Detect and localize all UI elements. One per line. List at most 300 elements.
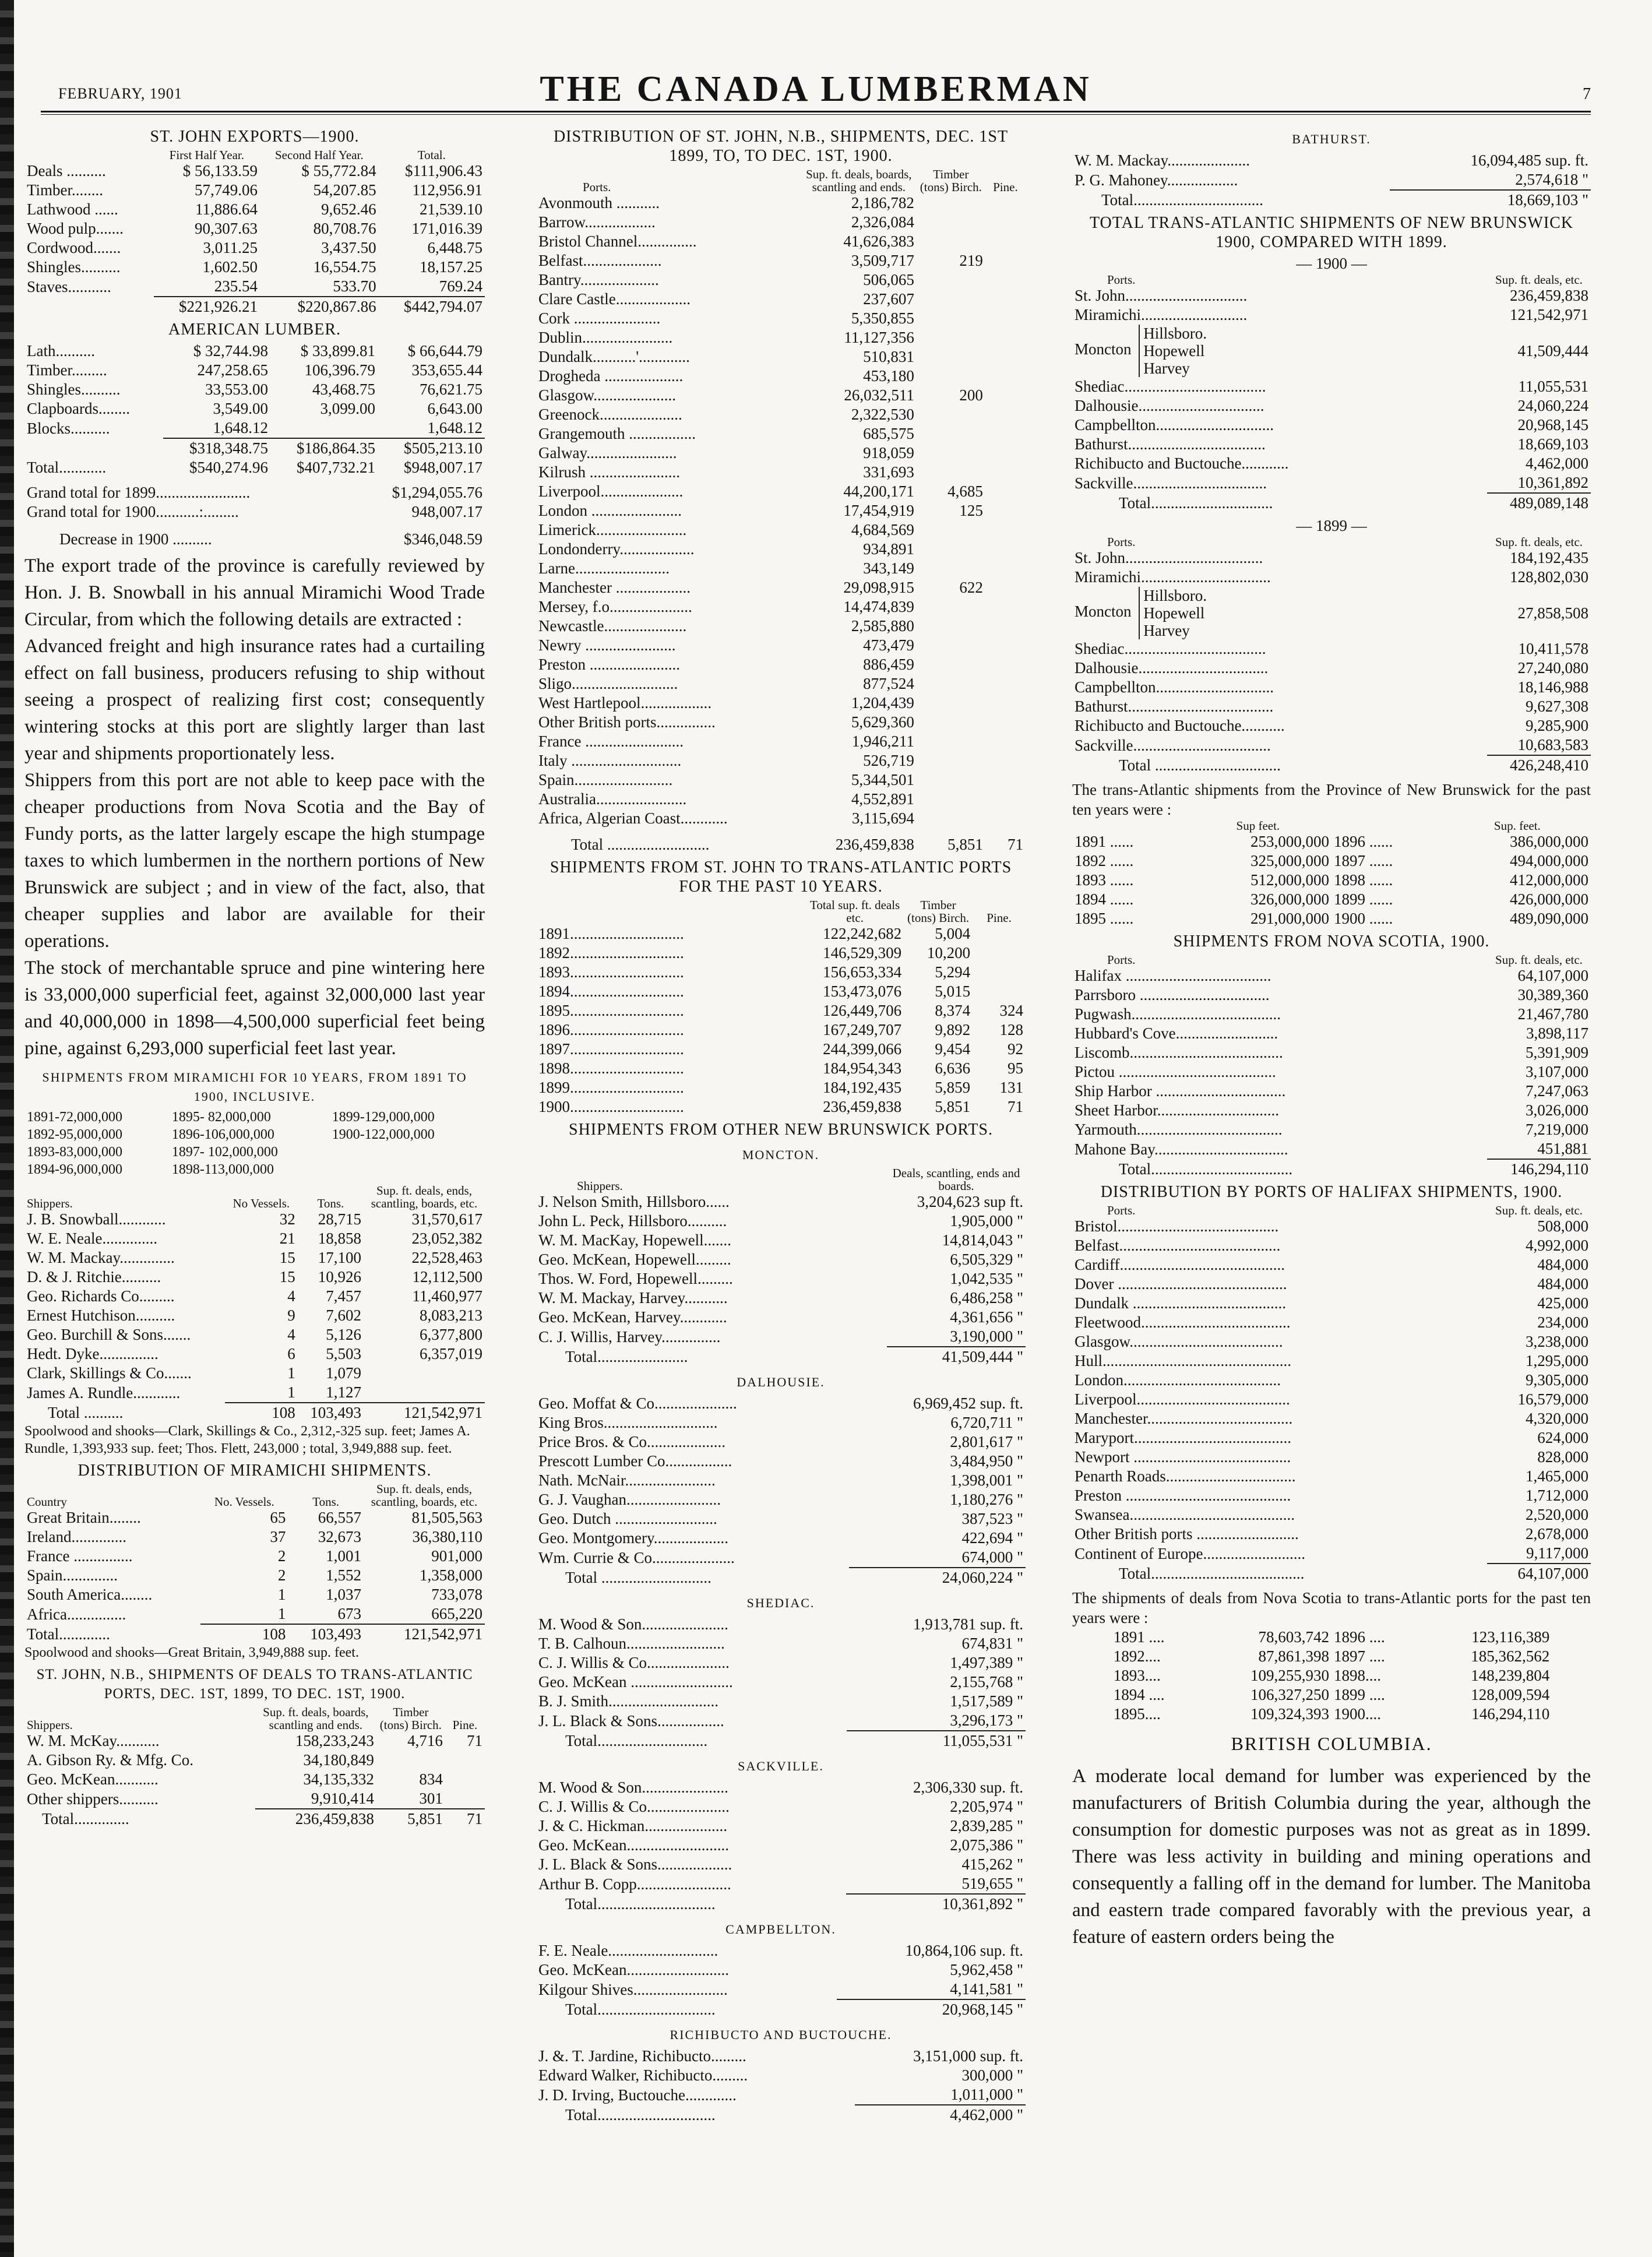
table-cell: 1894 ...... (1075, 890, 1134, 908)
col-header: Total. (417, 148, 446, 162)
table-row (536, 963, 1026, 982)
table-cell: Deals .......... (27, 162, 106, 179)
ns-title: SHIPMENTS FROM NOVA SCOTIA, 1900. (1173, 932, 1490, 950)
table-cell: W. M. Mackay.............. (27, 1249, 175, 1266)
table-row (1072, 454, 1591, 473)
table-row (536, 674, 1026, 693)
table-row (24, 1126, 485, 1143)
table-row (24, 1383, 485, 1403)
table-cell: 90,307.63 (195, 220, 258, 237)
table-cell: Preston .......................................... (1075, 1487, 1291, 1504)
tenyears-title: SHIPMENTS FROM ST. JOHN TO TRANS-ATLANTIC PORTS FOR THE PAST 10 YEARS. (550, 858, 1012, 896)
table-cell: 387,523 " (961, 1510, 1023, 1527)
table-cell: Geo. McKean.......................... (538, 1961, 729, 1978)
table-cell: St. John................................... (1075, 549, 1263, 566)
table-cell: 2,075,386 " (950, 1836, 1023, 1854)
table-row (536, 328, 1026, 347)
table-cell: 24,060,224 (1517, 397, 1588, 414)
table-cell: 244,399,066 (823, 1040, 902, 1058)
table-cell: 451,881 (1537, 1140, 1588, 1157)
table-row (536, 559, 1026, 578)
table-cell (917, 617, 985, 636)
table-cell (985, 770, 1026, 790)
table-cell: Newry ....................... (538, 636, 676, 654)
table-cell: 11,055,531 (1518, 378, 1588, 395)
table-row (536, 1097, 1026, 1117)
table-row (24, 1731, 485, 1751)
table-cell: 1896-106,000,000 (171, 1127, 274, 1142)
table-cell: Manchester ................... (538, 579, 691, 596)
table-cell: 1898............................. (538, 1059, 684, 1077)
table-cell: Penarth Roads................................. (1075, 1467, 1296, 1485)
american-title: AMERICAN LUMBER. (168, 321, 341, 339)
table-cell (985, 617, 1026, 636)
table-cell: 1897 .... (1333, 1647, 1385, 1665)
table-cell: 1893 ...... (1075, 871, 1134, 889)
table-cell: 326,000,000 (1250, 890, 1329, 908)
table-cell: $111,906.43 (405, 162, 482, 179)
table-cell (376, 1751, 445, 1770)
table-cell: P. G. Mahoney.................. (1075, 171, 1238, 189)
table-cell: 21,467,780 (1517, 1005, 1588, 1023)
table-cell: Newport ........................................ (1075, 1448, 1291, 1466)
table-cell: 4,716 (407, 1732, 443, 1749)
table-row (24, 200, 485, 219)
table-cell: Ship Harbor ................................. (1075, 1082, 1286, 1100)
table-cell: 125 (959, 502, 983, 519)
table-row: $221,926.21 $220,867.86 $442,794.07 (24, 297, 485, 316)
table-row (24, 1143, 485, 1161)
table-row (1072, 1024, 1591, 1043)
table-cell (917, 193, 985, 213)
table-cell: 20,968,145 (1517, 416, 1588, 434)
table-cell: Geo. McKean, Harvey............ (538, 1308, 727, 1326)
table-row (1072, 1082, 1591, 1101)
table-cell: 300,000 " (961, 2066, 1023, 2084)
table-cell: 1899............................. (538, 1079, 684, 1096)
table-row (24, 380, 485, 399)
table-cell: 3,238,000 (1526, 1333, 1588, 1350)
table-cell: 1893.... (1113, 1667, 1161, 1684)
table-cell: 78,603,742 (1258, 1628, 1329, 1646)
table-cell: 1,517,589 " (950, 1692, 1023, 1710)
table-cell (917, 520, 985, 540)
table-cell: Italy ............................ (538, 752, 682, 769)
table-cell: 44,200,171 (843, 483, 914, 500)
table-row (536, 367, 1026, 386)
nbtotal-title: TOTAL TRANS-ATLANTIC SHIPMENTS OF NEW BRUNSWICK 1900, COMPARED WITH 1899. (1089, 214, 1574, 251)
table-cell: 3,437.50 (321, 239, 376, 256)
table-cell: Greenock..................... (538, 406, 682, 423)
table-cell (985, 578, 1026, 597)
issue-date: FEBRUARY, 1901 (58, 85, 182, 102)
table-row (1072, 1313, 1591, 1332)
table-cell (917, 636, 985, 655)
table-cell: Shingles.......... (27, 258, 121, 276)
table-cell: 10,864,106 sup. ft. (905, 1942, 1023, 1959)
nb1900-table: Ports. Sup. ft. deals, etc. St. John............................... 236,459,838 Miramichi........................... 121,542,971 Moncton Hillsboro. Hopewell Harvey 41,509,444 Shediac.................................... 11,055,531 Dalhousie................................ 24,060,224 Campbellton.............................. 20,968,145 Bathurst................................... 18,669,103 Richibucto and Buctouche............ 4,462,000 Sackville.................................. 10,361,892 Total............................... 489,089,148 (1072, 273, 1591, 513)
table-cell: 6,486,258 " (950, 1289, 1023, 1307)
table-cell: Wm. Currie & Co..................... (538, 1548, 735, 1566)
table-cell: 1898 ...... (1333, 871, 1393, 889)
table-row (24, 1306, 485, 1325)
table-cell: 123,116,389 (1471, 1628, 1550, 1646)
table-row: Total .......................... 236,459,838 5,851 71 (571, 836, 1023, 853)
table-cell: 5,962,458 " (950, 1961, 1023, 1978)
table-cell: 2,839,285 " (950, 1817, 1023, 1835)
table-cell: 301 (419, 1790, 443, 1807)
table-row (536, 597, 1026, 617)
table-cell: 685,575 (863, 425, 914, 442)
table-cell: Geo. Burchill & Sons....... (27, 1326, 191, 1343)
table-cell: Miramichi................................. (1075, 568, 1271, 586)
table-cell: 1892 ...... (1075, 852, 1134, 869)
table-cell: 4,552,891 (851, 790, 914, 808)
table-row: Total .......... 108 103,493 121,542,971 (24, 1403, 485, 1422)
table-row (1072, 1294, 1591, 1313)
table-row (24, 1547, 485, 1566)
table-cell: 184,192,435 (1510, 549, 1588, 566)
table-cell: 237,607 (863, 290, 914, 308)
moncton-title: MONCTON. (742, 1147, 820, 1162)
table-row (1072, 1467, 1591, 1486)
table-cell: 9,892 (935, 1021, 971, 1038)
table-cell: France ......................... (538, 733, 684, 750)
binding-edge (0, 0, 14, 2257)
table-cell: 5,859 (935, 1079, 971, 1096)
table-row (536, 1653, 1026, 1672)
table-cell: 247,258.65 (197, 361, 268, 379)
table-cell: 1898.... (1333, 1667, 1381, 1684)
table-cell: Cork ...................... (538, 309, 661, 327)
table-cell: Other British ports............... (538, 713, 716, 731)
table-cell: 7,457 (326, 1287, 361, 1305)
year-1899-label: — 1899 — (1296, 517, 1367, 534)
table-cell: 1,011,000 " (950, 2086, 1023, 2103)
table-cell: C. J. Willis & Co..................... (538, 1798, 730, 1815)
table-row (1111, 1705, 1552, 1724)
paragraph: The stock of merchantable spruce and pine wintering here is 33,000,000 superficial feet, against 32,000,000 last year and 40,000,000 in 1898—4,500,000 superficial feet being pine, against 6,293,000 superficial feet last year. (24, 957, 485, 1059)
table-row (536, 1394, 1026, 1413)
shediac-table: M. Wood & Son...................... 1,913,781 sup. ft. T. B. Calhoun......................... 674,831 " C. J. Willis & Co..................... 1,497,389 " Geo. McKean .......................... 2,155,768 " B. J. Smith............................ 1,517,589 " J. L. Black & Sons................. 3,296,173 " Total............................ 11,055,531 " (536, 1615, 1026, 1751)
table-cell: Clare Castle................... (538, 290, 691, 308)
table-cell: M. Wood & Son...................... (538, 1779, 728, 1796)
table-cell: 37 (270, 1528, 286, 1545)
table-cell: 29,098,915 (843, 579, 914, 596)
table-row (24, 1770, 485, 1789)
table-cell: Shediac.................................... (1075, 640, 1266, 657)
table-cell: 4,320,000 (1526, 1410, 1588, 1427)
table-cell: 16,554.75 (313, 258, 376, 276)
table-cell: 15 (279, 1249, 295, 1266)
table-cell (985, 309, 1026, 328)
table-cell: 121,542,971 (1510, 306, 1588, 323)
table-cell: 324 (999, 1002, 1023, 1019)
table-row (1072, 416, 1591, 435)
table-cell: 235.54 (214, 277, 258, 295)
table-row (1072, 1448, 1591, 1467)
table-cell: 185,362,562 (1471, 1647, 1550, 1665)
table-cell: Africa, Algerian Coast............ (538, 809, 728, 827)
table-cell: 1891-72,000,000 (27, 1110, 122, 1125)
table-cell: 425,000 (1537, 1294, 1588, 1312)
table-cell: 1891 ...... (1075, 833, 1134, 850)
table-cell (330, 1161, 485, 1178)
table-row (24, 399, 485, 418)
table-cell: 92 (1008, 1040, 1023, 1058)
table-cell: Dalhousie................................ (1075, 397, 1264, 414)
table-cell (985, 270, 1026, 290)
miramichi10-table (24, 1108, 485, 1178)
table-cell: Yarmouth..................................... (1075, 1121, 1283, 1138)
table-cell: 412,000,000 (1510, 871, 1588, 889)
table-cell: 30,389,360 (1517, 986, 1588, 1003)
table-cell: 422,694 " (961, 1529, 1023, 1547)
table-cell (917, 290, 985, 309)
table-row (1072, 1409, 1591, 1428)
table-cell: 10,683,583 (1517, 736, 1588, 753)
table-cell (985, 636, 1026, 655)
table-row (1072, 286, 1591, 305)
table-cell (985, 732, 1026, 751)
table-cell: 1 (277, 1605, 286, 1622)
table-cell: 6,720,711 " (950, 1414, 1023, 1431)
table-cell: 131 (999, 1079, 1023, 1096)
table-cell: Glasgow....................................... (1075, 1333, 1283, 1350)
table-cell (917, 693, 985, 713)
table-row (536, 1212, 1026, 1231)
table-row (536, 1778, 1026, 1797)
table-cell: 533.70 (333, 277, 376, 295)
table-cell: 1,552 (326, 1566, 361, 1584)
table-cell: Cardiff.......................................... (1075, 1256, 1285, 1273)
table-cell: Mahone Bay.................................. (1075, 1140, 1288, 1158)
table-cell: Continent of Europe.......................... (1075, 1544, 1305, 1562)
table-cell: 769.24 (439, 277, 482, 295)
table-cell: Edward Walker, Richibucto......... (538, 2066, 748, 2084)
table-cell: 11,127,356 (844, 329, 914, 346)
table-row (536, 520, 1026, 540)
table-cell: 109,324,393 (1250, 1705, 1329, 1723)
table-cell: 219 (959, 252, 983, 269)
table-cell: 126,449,706 (823, 1002, 902, 1019)
table-row (536, 1432, 1026, 1452)
table-cell: Clapboards........ (27, 400, 130, 417)
table-cell: 200 (959, 386, 983, 404)
table-cell: 331,693 (863, 463, 914, 481)
table-cell: 10,926 (318, 1268, 361, 1286)
table-cell: 1896............................. (538, 1021, 684, 1038)
table-cell: Glasgow..................... (538, 386, 676, 404)
table-cell: Geo. McKean........... (27, 1770, 158, 1788)
table-row (536, 213, 1026, 232)
ns10-intro: The shipments of deals from Nova Scotia to trans-Atlantic ports for the past ten years were : (1072, 1589, 1591, 1626)
table-cell: 426,000,000 (1510, 890, 1588, 908)
table-cell: 1,037 (326, 1586, 361, 1603)
richibucto-table: J. &. T. Jardine, Richibucto......... 3,151,000 sup. ft. Edward Walker, Richibucto......... 300,000 " J. D. Irving, Buctouche............. 1,011,000 " Total.............................. 4,462,000 " (536, 2047, 1026, 2125)
table-cell (985, 809, 1026, 828)
table-cell (985, 559, 1026, 578)
table-cell: 184,192,435 (823, 1079, 902, 1096)
table-cell: 1,602.50 (202, 258, 258, 276)
table-cell: 1,648.12 (427, 419, 482, 436)
table-row (536, 1836, 1026, 1855)
table-cell: 4,462,000 (1526, 455, 1588, 472)
table-row (536, 1490, 1026, 1509)
table-cell (917, 655, 985, 674)
table-cell (917, 424, 985, 443)
table-cell: Liverpool....................................... (1075, 1390, 1290, 1408)
table-cell: Blocks.......... (27, 419, 110, 437)
table-row (24, 219, 485, 238)
table-cell: Geo. McKean.......................... (538, 1836, 729, 1854)
table-row (536, 751, 1026, 770)
table-row (24, 258, 485, 277)
table-row (536, 1529, 1026, 1548)
table-row (1072, 1390, 1591, 1409)
table-cell: 4,141,581 " (950, 1980, 1023, 1998)
table-cell: 26,032,511 (844, 386, 914, 404)
table-cell (973, 924, 1026, 943)
table-row (24, 1108, 485, 1126)
table-cell: 1,398,001 " (950, 1471, 1023, 1489)
table-cell: C. J. Willis, Harvey............... (538, 1328, 721, 1346)
table-cell: 674,831 " (961, 1635, 1023, 1652)
table-cell: 453,180 (863, 367, 914, 385)
table-row (536, 2066, 1026, 2085)
table-cell: 57,749.06 (195, 181, 258, 199)
table-cell: 9,652.46 (321, 200, 376, 218)
table-row (1072, 1043, 1591, 1062)
table-cell: J. &. T. Jardine, Richibucto......... (538, 2047, 746, 2065)
dist-stjohn-title: DISTRIBUTION OF ST. JOHN, N.B., SHIPMENTS, DEC. 1ST 1899, TO, TO DEC. 1ST, 1900. (553, 128, 1009, 165)
moncton-group: Moncton Hillsboro. Hopewell Harvey 27,858,508 (1075, 587, 1588, 639)
table-row (536, 578, 1026, 597)
table-row: Total............ $540,274.96 $407,732.21 $948,007.17 (27, 459, 482, 476)
table-cell: 1892.... (1113, 1647, 1161, 1665)
table-cell: Other British ports .......................... (1075, 1525, 1299, 1543)
table-cell: 5,015 (935, 983, 971, 1000)
table-cell: 34,180,849 (303, 1751, 374, 1769)
table-cell: 2 (277, 1566, 286, 1584)
table-row (536, 1548, 1026, 1568)
table-row (536, 1327, 1026, 1347)
table-cell: Thos. W. Ford, Hopewell......... (538, 1270, 733, 1287)
table-row (536, 1040, 1026, 1059)
table-cell: 1 (287, 1383, 295, 1401)
table-row (536, 1288, 1026, 1308)
table-cell (985, 501, 1026, 520)
table-cell: 1,180,276 " (950, 1491, 1023, 1508)
table-row (536, 2047, 1026, 2066)
table-cell: 1,204,439 (851, 694, 914, 712)
table-cell (985, 693, 1026, 713)
table-cell: 512,000,000 (1250, 871, 1329, 889)
table-cell: 109,255,930 (1250, 1667, 1329, 1684)
table-cell: 76,621.75 (420, 381, 482, 398)
table-cell: 236,459,838 (823, 1098, 902, 1115)
table-cell (985, 405, 1026, 424)
table-cell (985, 213, 1026, 232)
table-row (1111, 1666, 1552, 1685)
table-cell: 1899-129,000,000 (332, 1110, 435, 1125)
table-row (536, 924, 1026, 943)
table-cell: Timber........ (27, 181, 104, 199)
table-row (536, 732, 1026, 751)
table-row (536, 251, 1026, 270)
column-1 (24, 124, 485, 1829)
spoolwood-note: Spoolwood and shooks—Clark, Skillings & Co., 2,312,-325 sup. feet; James A. Rundle, 1,393,933 sup. feet; Thos. Flett, 243,000 ; total, 3,949,888 sup. feet. (24, 1424, 470, 1456)
table-cell: W. M. MacKay, Hopewell....... (538, 1231, 731, 1249)
table-cell: Sligo........................... (538, 675, 678, 692)
table-row (536, 943, 1026, 963)
table-row (536, 1816, 1026, 1836)
table-cell: 1899 .... (1333, 1686, 1385, 1703)
col-header: First Half Year. (169, 148, 245, 162)
table-cell: 18,146,988 (1517, 678, 1588, 696)
table-cell: M. Wood & Son...................... (538, 1615, 728, 1633)
table-cell: St. John............................... (1075, 287, 1248, 304)
table-cell: Pugwash...................................... (1075, 1005, 1281, 1023)
year-1900-label: — 1900 — (1296, 255, 1367, 272)
table-cell: 3,549.00 (213, 400, 268, 417)
table-row (536, 1855, 1026, 1874)
table-cell: 901,000 (431, 1547, 482, 1565)
table-cell: 1900-122,000,000 (332, 1127, 435, 1142)
table-cell: 519,655 " (961, 1875, 1023, 1892)
table-row (536, 501, 1026, 520)
table-cell (973, 963, 1026, 982)
sackville-title: SACKVILLE. (738, 1759, 824, 1773)
table-cell: 1895- 82,000,000 (171, 1110, 271, 1125)
table-row (1072, 1505, 1591, 1524)
halifax-table: Ports. Sup. ft. deals, etc. Bristol......................................... 508,000 Belfast......................................... 4,992,000 Cardiff.......................................... 484,000 Dover ........................................... 484,000 Dundalk ....................................... 425,000 Fleetwood...................................... 234,000 Glasgow....................................... 3,238,000 Hull................................................ 1,295,000 London........................................ 9,305,000 Liverpool....................................... 16,579,000 Manchester..................................... 4,320,000 Maryport........................................ 624,000 Newport ........................................ 828,000 Penarth Roads................................. 1,465,000 Preston .......................................... 1,712,000 Swansea.......................................... 2,520,000 Other British ports .......................... 2,678,000 Continent of Europe.......................... 9,117,000 Total....................................... 64,107,000 (1072, 1204, 1591, 1583)
table-cell: 5,629,360 (851, 713, 914, 731)
table-cell: Wood pulp....... (27, 220, 124, 237)
campbellton-table: F. E. Neale............................ 10,864,106 sup. ft. Geo. McKean.......................... 5,962,458 " Kilgour Shives........................ 4,141,581 " Total.............................. 20,968,145 " (536, 1941, 1026, 2019)
table-cell: 9,454 (935, 1040, 971, 1058)
table-row (1072, 851, 1591, 871)
table-row (536, 1308, 1026, 1327)
table-row (536, 309, 1026, 328)
table-cell: 66,557 (318, 1509, 361, 1526)
table-cell: $ 66,644.79 (407, 342, 482, 360)
table-cell: 506,065 (863, 271, 914, 288)
table-cell: $ 55,772.84 (301, 162, 376, 179)
table-cell: Sackville................................... (1075, 736, 1271, 754)
table-row (536, 982, 1026, 1001)
table-cell: 2,678,000 (1526, 1525, 1588, 1543)
table-cell: 3,011.25 (203, 239, 258, 256)
table-cell (985, 347, 1026, 367)
table-row (1072, 1486, 1591, 1505)
table-row (1072, 1371, 1591, 1390)
table-cell: 343,149 (863, 559, 914, 577)
table-cell: Halifax ..................................... (1075, 967, 1271, 984)
table-cell: 4 (287, 1287, 295, 1305)
table-cell: Campbellton.............................. (1075, 678, 1274, 696)
table-cell: 33,553.00 (205, 381, 268, 398)
table-row (1072, 548, 1591, 568)
table-cell: 16,579,000 (1517, 1390, 1588, 1408)
table-cell (917, 328, 985, 347)
table-row (1072, 1005, 1591, 1024)
paragraph: Shippers from this port are not able to keep pace with the cheaper productions from Nova Scotia and the Bay of Fundy ports, as the latter largely escape the high stumpage taxes to which lumbermen in the northern portions of New Brunswick are subject ; and in view of the fact, also, that cheaper supplies and labor are available for their operations. (24, 770, 485, 952)
table-row (536, 1452, 1026, 1471)
table-row (1072, 1544, 1591, 1564)
col-header: Second Half Year. (275, 148, 364, 162)
table-cell: 1891............................. (538, 925, 684, 942)
